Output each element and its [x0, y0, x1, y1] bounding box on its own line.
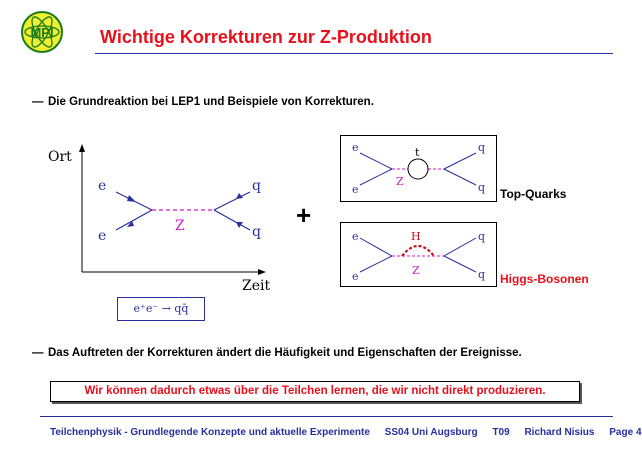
label-q-bottom: q	[252, 224, 261, 240]
top-label-e-bottom: e	[352, 183, 359, 196]
footer-page: Page 4	[609, 427, 642, 438]
bullet-dash-2: —	[32, 347, 44, 359]
top-label-loop: t	[415, 146, 420, 159]
footer	[50, 427, 642, 438]
top-q-bottom-line	[444, 169, 476, 185]
top-label-q-top: q	[478, 141, 486, 154]
main-feynman-diagram	[40, 140, 290, 300]
top-quark-diagram	[340, 135, 498, 203]
label-higgs: Higgs-Bosonen	[500, 272, 589, 286]
top-q-top-line	[444, 153, 476, 169]
footer-author: Richard Nisius	[524, 427, 595, 438]
fermion-line-q-top	[214, 192, 250, 210]
reaction-formula: e⁺e⁻ → qq̄	[117, 297, 205, 321]
footer-semester: SS04 Uni Augsburg	[384, 427, 478, 438]
bullet-dash: —	[32, 96, 44, 108]
higgs-diagram	[340, 222, 498, 288]
title-rule	[95, 53, 613, 54]
label-z-boson: Z	[175, 218, 185, 234]
top-e-bottom-line	[360, 169, 392, 185]
footer-rule	[40, 416, 613, 417]
y-axis-arrow	[79, 144, 85, 152]
bullet-intro	[32, 96, 374, 108]
top-e-top-line	[360, 153, 392, 169]
logo-text: MPI	[30, 25, 54, 40]
highlight-box: Wir können dadurch etwas über die Teilchen lernen, die wir nicht direkt produzieren.	[50, 381, 580, 402]
higgs-loop	[402, 246, 434, 256]
fermion-arrow-e-top	[127, 195, 136, 202]
label-e-top: e	[98, 178, 107, 194]
top-label-e-top: e	[352, 141, 359, 154]
y-axis-label: Ort	[48, 149, 72, 165]
higgs-e-bottom-line	[360, 256, 392, 272]
footer-code: T09	[492, 427, 510, 438]
x-axis-arrow	[258, 269, 266, 275]
label-e-bottom: e	[98, 228, 107, 244]
higgs-label-z: Z	[412, 264, 420, 277]
x-axis-label: Zeit	[242, 278, 271, 294]
higgs-label-q-bottom: q	[478, 268, 486, 281]
footer-course: Teilchenphysik - Grundlegende Konzepte und aktuelle Experimente	[50, 427, 370, 438]
higgs-label-e-bottom: e	[352, 270, 359, 283]
fermion-line-q-bottom	[214, 210, 250, 230]
higgs-label-loop: H	[411, 230, 421, 243]
top-quark-loop	[408, 159, 428, 179]
mpi-logo	[20, 10, 64, 54]
fermion-line-e-bottom	[116, 210, 152, 230]
bullet-intro-text: Die Grundreaktion bei LEP1 und Beispiele von Korrekturen.	[48, 96, 374, 108]
label-top-quarks: Top-Quarks	[500, 187, 567, 201]
higgs-e-top-line	[360, 238, 392, 256]
label-q-top: q	[252, 178, 261, 194]
page-title: Wichtige Korrekturen zur Z-Produktion	[100, 27, 432, 47]
higgs-label-q-top: q	[478, 230, 486, 243]
plus-sign: +	[296, 200, 312, 230]
top-label-z: Z	[396, 175, 404, 188]
higgs-label-e-top: e	[352, 230, 359, 243]
higgs-q-top-line	[444, 238, 476, 256]
atom-icon	[20, 10, 64, 54]
bullet-effects-text: Das Auftreten der Korrekturen ändert die Häufigkeit und Eigenschaften der Ereignisse.	[48, 347, 522, 359]
higgs-q-bottom-line	[444, 256, 476, 272]
top-label-q-bottom: q	[478, 181, 486, 194]
bullet-effects	[32, 347, 522, 359]
